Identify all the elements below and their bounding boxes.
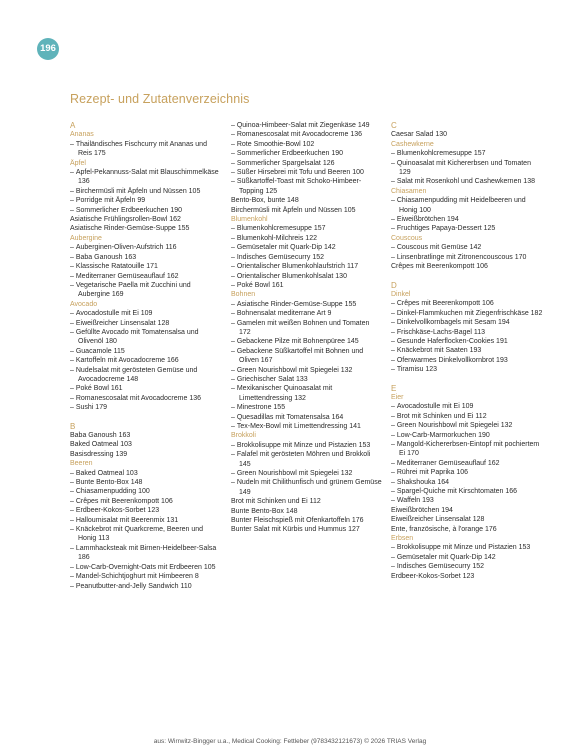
index-category: Eier (391, 393, 404, 401)
index-subentry: – Avocadostulle mit Ei 109 (70, 309, 222, 318)
index-subentry: – Mexikanischer Quinoasalat mit Limettendressing 132 (231, 384, 383, 403)
index-subentry: – Quinoasalat mit Kichererbsen und Tomaten 129 (391, 159, 543, 178)
index-entry: Bento-Box, bunte 148 (231, 197, 299, 205)
index-subentry: – Bunte Bento-Box 148 (70, 478, 222, 487)
index-subentry: – Chiasamenpudding mit Heidelbeeren und Honig 100 (391, 196, 543, 215)
index-subentry: – Chiasamenpudding 100 (70, 487, 222, 496)
index-category: Beeren (70, 460, 93, 468)
index-category: Cashewkerne (391, 140, 434, 148)
index-subentry: – Griechischer Salat 133 (231, 375, 383, 384)
index-subentry: – Gebackene Süßkartoffel mit Bohnen und Oliven 167 (231, 347, 383, 366)
index-entry: Crêpes mit Beerenkompott 106 (391, 263, 488, 271)
index-subentry: – Thailändisches Fischcurry mit Ananas und Reis 175 (70, 140, 222, 159)
index-subentry: – Nudeln mit Chilithunfisch und grünem Gemüse 149 (231, 478, 383, 497)
index-subentry: – Sommerlicher Spargelsalat 126 (231, 159, 383, 168)
index-category: Blumenkohl (231, 216, 268, 224)
index-subentry: – Romanescosalat mit Avocadocreme 136 (231, 130, 383, 139)
index-subentry: – Gefüllte Avocado mit Tomatensalsa und Olivenöl 180 (70, 328, 222, 347)
index-column-3 (391, 121, 543, 581)
index-letter: A (70, 121, 76, 130)
index-subentry: – Süßkartoffel-Toast mit Schoko-Himbeer-Topping 125 (231, 177, 383, 196)
index-subentry: – Asiatische Rinder-Gemüse-Suppe 155 (231, 300, 383, 309)
index-subentry: – Halloumisalat mit Beerenmix 131 (70, 516, 222, 525)
index-subentry: – Mandel-Schichtjoghurt mit Himbeeren 8 (70, 572, 222, 581)
index-letter: B (70, 421, 76, 431)
index-subentry: – Frischkäse-Lachs-Bagel 113 (391, 328, 543, 337)
page-number-badge: 196 (37, 38, 59, 60)
index-subentry: – Indisches Gemüsecurry 152 (231, 253, 383, 262)
index-entry: Eiweißbrötchen 194 (391, 506, 453, 514)
index-subentry: – Apfel-Pekannuss-Salat mit Blauschimmelkäse 136 (70, 168, 222, 187)
index-subentry: – Baba Ganoush 163 (70, 253, 222, 262)
index-subentry: – Romanescosalat mit Avocadocreme 136 (70, 394, 222, 403)
index-entry: Baba Ganoush 163 (70, 432, 131, 439)
index-subentry: – Brokkolisuppe mit Minze und Pistazien 153 (391, 543, 543, 552)
index-subentry: – Baked Oatmeal 103 (70, 469, 222, 478)
index-column-1 (70, 121, 222, 591)
index-entry: Asiatische Frühlingsrollen-Bowl 162 (70, 216, 181, 224)
index-entry: Baked Oatmeal 103 (70, 441, 132, 449)
index-subentry: – Gebackene Pilze mit Bohnenpüree 145 (231, 337, 383, 346)
index-subentry: – Auberginen-Oliven-Aufstrich 116 (70, 243, 222, 252)
index-subentry: – Süßer Hirsebrei mit Tofu und Beeren 100 (231, 168, 383, 177)
index-subentry: – Poké Bowl 161 (70, 384, 222, 393)
index-subentry: – Birchermüsli mit Äpfeln und Nüssen 105 (70, 187, 222, 196)
index-subentry: – Tiramisu 123 (391, 365, 543, 374)
index-category: Äpfel (70, 159, 86, 167)
index-category: Avocado (70, 300, 98, 308)
index-entry: Ente, französische, à l'orange 176 (391, 525, 497, 533)
index-subentry: – Crêpes mit Beerenkompott 106 (391, 299, 543, 308)
index-column-2 (231, 121, 383, 535)
index-subentry: – Brokkolisuppe mit Minze und Pistazien 153 (231, 441, 383, 450)
index-subentry: – Green Nourishbowl mit Spiegelei 132 (231, 469, 383, 478)
index-subentry: – Eiweißreicher Linsensalat 128 (70, 319, 222, 328)
index-subentry: – Falafel mit gerösteten Möhren und Brokkoli 145 (231, 450, 383, 469)
page-title: Rezept- und Zutatenverzeichnis (70, 92, 250, 106)
index-subentry: – Sushi 179 (70, 403, 222, 412)
index-entry: Bunte Bento-Box 148 (231, 507, 298, 515)
index-subentry: – Shakshouka 164 (391, 478, 543, 487)
index-subentry: – Guacamole 115 (70, 347, 222, 356)
index-category: Brokkoli (231, 432, 256, 440)
index-entry: Basisdressing 139 (70, 450, 128, 458)
index-entry: Bunter Fleischspieß mit Ofenkartoffeln 176 (231, 517, 364, 525)
index-subentry: – Gesunde Haferflocken-Cookies 191 (391, 337, 543, 346)
index-category: Bohnen (231, 291, 256, 299)
index-subentry: – Dinkelvollkornbagels mit Sesam 194 (391, 318, 543, 327)
index-letter: C (391, 121, 397, 130)
index-subentry: – Brot mit Schinken und Ei 112 (391, 412, 543, 421)
index-entry: Birchermüsli mit Äpfeln und Nüssen 105 (231, 206, 356, 214)
index-subentry: – Mangold-Kichererbsen-Eintopf mit pochiertem Ei 170 (391, 440, 543, 459)
index-category: Ananas (70, 131, 94, 139)
index-category: Chiasamen (391, 187, 427, 195)
index-subentry: – Green Nourishbowl mit Spiegelei 132 (231, 366, 383, 375)
index-subentry: – Eiweißbrötchen 194 (391, 215, 543, 224)
index-subentry: – Couscous mit Gemüse 142 (391, 243, 543, 252)
index-subentry: – Peanutbutter-and-Jelly Sandwich 110 (70, 582, 222, 591)
index-subentry: – Crêpes mit Beerenkompott 106 (70, 497, 222, 506)
index-letter: E (391, 383, 397, 393)
page-footer: aus: Wirrwitz-Bingger u.a., Medical Cooking: Fettleber (9783432121673) © 2026 TRIAS Verlag (153, 738, 427, 745)
index-subentry: – Waffeln 193 (391, 496, 543, 505)
index-entry: Eiweißreicher Linsensalat 128 (391, 516, 485, 524)
index-subentry: – Spargel-Quiche mit Kirschtomaten 166 (391, 487, 543, 496)
index-entry: Caesar Salad 130 (391, 131, 448, 139)
index-subentry: – Fruchtiges Papaya-Dessert 125 (391, 224, 543, 233)
index-subentry: – Blumenkohlcremesuppe 157 (391, 149, 543, 158)
index-subentry: – Knäckebrot mit Saaten 193 (391, 346, 543, 355)
index-entry: Brot mit Schinken und Ei 112 (231, 498, 321, 506)
index-subentry: – Ofenwarmes Dinkelvollkornbrot 193 (391, 356, 543, 365)
index-subentry: – Green Nourishbowl mit Spiegelei 132 (391, 421, 543, 430)
index-subentry: – Avocadostulle mit Ei 109 (391, 402, 543, 411)
index-subentry: – Dinkel-Flammkuchen mit Ziegenfrischkäse 182 (391, 309, 543, 318)
index-subentry: – Gamelen mit weißen Bohnen und Tomaten 172 (231, 319, 383, 338)
index-subentry: – Blumenkohlcremesuppe 157 (231, 224, 383, 233)
index-subentry: – Klassische Ratatouille 171 (70, 262, 222, 271)
index-subentry: – Sommerlicher Erdbeerkuchen 190 (231, 149, 383, 158)
index-subentry: – Vegetarische Paella mit Zucchini und Aubergine 169 (70, 281, 222, 300)
index-subentry: – Knäckebrot mit Quarkcreme, Beeren und Honig 113 (70, 525, 222, 544)
index-subentry: – Lammhacksteak mit Birnen-Heidelbeer-Salsa 186 (70, 544, 222, 563)
index-entry: Bunter Salat mit Kürbis und Hummus 127 (231, 526, 360, 534)
index-subentry: – Salat mit Rosenkohl und Cashewkernen 138 (391, 177, 543, 186)
index-subentry: – Minestrone 155 (231, 403, 383, 412)
index-subentry: – Linsenbratlinge mit Zitronencouscous 170 (391, 253, 543, 262)
index-category: Couscous (391, 234, 423, 242)
index-subentry: – Gemüsetaler mit Quark-Dip 142 (231, 243, 383, 252)
index-entry: Asiatische Rinder-Gemüse-Suppe 155 (70, 225, 190, 233)
index-subentry: – Sommerlicher Erdbeerkuchen 190 (70, 206, 222, 215)
index-subentry: – Nudelsalat mit gerösteten Gemüse und Avocadocreme 148 (70, 366, 222, 385)
index-category: Erbsen (391, 535, 414, 543)
index-subentry: – Orientalischer Blumenkohlsalat 130 (231, 272, 383, 281)
index-subentry: – Quesadillas mit Tomatensalsa 164 (231, 413, 383, 422)
index-subentry: – Mediterraner Gemüseauflauf 162 (391, 459, 543, 468)
index-letter: D (391, 280, 397, 290)
index-subentry: – Rote Smoothie-Bowl 102 (231, 140, 383, 149)
index-subentry: – Erdbeer-Kokos-Sorbet 123 (70, 506, 222, 515)
index-subentry: – Orientalischer Blumenkohlaufstrich 117 (231, 262, 383, 271)
index-subentry: – Blumenkohl-Milchreis 122 (231, 234, 383, 243)
index-subentry: – Bohnensalat mediterrane Art 9 (231, 309, 383, 318)
index-entry: Erdbeer-Kokos-Sorbet 123 (391, 572, 475, 580)
index-subentry: – Indisches Gemüsecurry 152 (391, 562, 543, 571)
index-subentry: – Mediterraner Gemüseauflauf 162 (70, 272, 222, 281)
index-category: Aubergine (70, 234, 102, 242)
index-category: Dinkel (391, 290, 411, 298)
index-subentry: – Tex-Mex-Bowl mit Limettendressing 141 (231, 422, 383, 431)
index-subentry: – Gemüsetaler mit Quark-Dip 142 (391, 553, 543, 562)
index-subentry: – Low-Carb-Overnight-Oats mit Erdbeeren 105 (70, 563, 222, 572)
index-subentry: – Quinoa-Himbeer-Salat mit Ziegenkäse 149 (231, 121, 383, 130)
index-subentry: – Porridge mit Äpfeln 99 (70, 196, 222, 205)
index-subentry: – Poké Bowl 161 (231, 281, 383, 290)
index-subentry: – Kartoffeln mit Avocadocreme 166 (70, 356, 222, 365)
index-subentry: – Rührei mit Paprika 106 (391, 468, 543, 477)
index-subentry: – Low-Carb-Marmorkuchen 190 (391, 431, 543, 440)
